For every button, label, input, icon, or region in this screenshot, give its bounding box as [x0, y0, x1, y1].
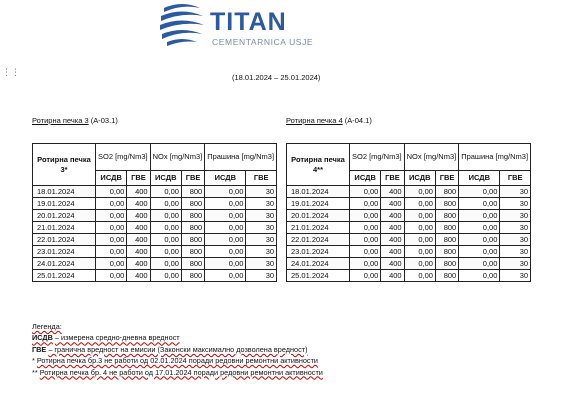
dust-isdv-cell: 0,00 — [205, 222, 246, 234]
so2-gve-cell: 400 — [381, 258, 404, 270]
legend-isdv-text: – измерена средно-дневна вредност — [54, 333, 180, 343]
dust-gve-cell: 30 — [500, 270, 531, 282]
nox-isdv-cell: 0,00 — [150, 198, 181, 210]
legend-note1-mark: * — [32, 356, 35, 366]
nox-gve-cell: 800 — [181, 234, 204, 246]
so2-isdv-cell: 0,00 — [96, 210, 127, 222]
nox-gve-cell: 800 — [181, 222, 204, 234]
dust-isdv-cell: 0,00 — [459, 186, 500, 198]
nox-isdv-cell: 0,00 — [150, 234, 181, 246]
kiln3-emissions-table — [32, 143, 277, 282]
date-cell: 25.01.2024 — [287, 270, 350, 282]
nox-isdv-cell: 0,00 — [150, 246, 181, 258]
so2-gve-cell: 400 — [127, 258, 150, 270]
date-cell: 25.01.2024 — [33, 270, 96, 282]
table-row — [287, 258, 531, 270]
dust-isdv-cell: 0,00 — [459, 210, 500, 222]
date-cell: 19.01.2024 — [33, 198, 96, 210]
nox-gve-cell: 800 — [181, 270, 204, 282]
nox-isdv-cell: 0,00 — [404, 234, 435, 246]
drag-handle-icon[interactable]: ⋮⋮ — [2, 67, 20, 77]
dust-gve-cell: 30 — [500, 246, 531, 258]
kiln4-heading-name: Ротирна печка 4 — [286, 116, 343, 125]
so2-isdv-cell: 0,00 — [350, 198, 381, 210]
legend-isdv-abbr: ИСДВ — [32, 333, 53, 343]
dust-isdv-cell: 0,00 — [459, 258, 500, 270]
table-row — [33, 246, 277, 258]
date-cell: 22.01.2024 — [287, 234, 350, 246]
table-row — [33, 270, 277, 282]
so2-isdv-cell: 0,00 — [96, 246, 127, 258]
date-cell: 22.01.2024 — [33, 234, 96, 246]
subheader-dust-gve: ГВЕ — [500, 171, 531, 186]
date-cell: 21.01.2024 — [33, 222, 96, 234]
nox-isdv-cell: 0,00 — [150, 186, 181, 198]
so2-gve-cell: 400 — [127, 210, 150, 222]
nox-gve-cell: 800 — [181, 210, 204, 222]
nox-gve-cell: 800 — [181, 246, 204, 258]
col-header-dust: Прашина [mg/Nm3] — [205, 144, 277, 171]
nox-isdv-cell: 0,00 — [150, 222, 181, 234]
nox-gve-cell: 800 — [435, 198, 458, 210]
kiln4-heading-code: (А-04.1) — [344, 116, 372, 125]
date-cell: 23.01.2024 — [33, 246, 96, 258]
subheader-so2-gve: ГВЕ — [381, 171, 404, 186]
dust-gve-cell: 30 — [246, 270, 277, 282]
date-cell: 19.01.2024 — [287, 198, 350, 210]
kiln4-emissions-table — [286, 143, 531, 282]
so2-isdv-cell: 0,00 — [96, 234, 127, 246]
dust-gve-cell: 30 — [246, 234, 277, 246]
dust-isdv-cell: 0,00 — [459, 270, 500, 282]
table-row — [287, 222, 531, 234]
so2-gve-cell: 400 — [381, 222, 404, 234]
table-row — [287, 234, 531, 246]
col-header-so2: SO2 [mg/Nm3] — [96, 144, 151, 171]
col-header-so2: SO2 [mg/Nm3] — [350, 144, 405, 171]
so2-isdv-cell: 0,00 — [350, 210, 381, 222]
nox-isdv-cell: 0,00 — [404, 222, 435, 234]
dust-gve-cell: 30 — [500, 258, 531, 270]
dust-isdv-cell: 0,00 — [205, 258, 246, 270]
table-row — [33, 234, 277, 246]
dust-isdv-cell: 0,00 — [459, 246, 500, 258]
subheader-so2-isdv: ИСДВ — [350, 171, 381, 186]
logo-subtitle: CEMENTARNICA USJE — [212, 37, 314, 47]
date-cell: 20.01.2024 — [287, 210, 350, 222]
subheader-so2-gve: ГВЕ — [127, 171, 150, 186]
date-cell: 20.01.2024 — [33, 210, 96, 222]
legend — [32, 321, 323, 378]
dust-isdv-cell: 0,00 — [459, 222, 500, 234]
so2-gve-cell: 400 — [127, 198, 150, 210]
report-period: (18.01.2024 – 25.01.2024) — [232, 73, 321, 82]
nox-isdv-cell: 0,00 — [404, 246, 435, 258]
subheader-dust-gve: ГВЕ — [246, 171, 277, 186]
date-cell: 24.01.2024 — [287, 258, 350, 270]
titan-swoosh-icon — [158, 2, 206, 48]
nox-gve-cell: 800 — [181, 198, 204, 210]
so2-isdv-cell: 0,00 — [350, 246, 381, 258]
subheader-nox-isdv: ИСДВ — [150, 171, 181, 186]
nox-isdv-cell: 0,00 — [150, 270, 181, 282]
subheader-so2-isdv: ИСДВ — [96, 171, 127, 186]
table-row — [287, 198, 531, 210]
so2-gve-cell: 400 — [381, 210, 404, 222]
table-row — [287, 210, 531, 222]
dust-isdv-cell: 0,00 — [205, 198, 246, 210]
kiln3-heading-name: Ротирна печка 3 — [32, 116, 89, 125]
so2-isdv-cell: 0,00 — [350, 222, 381, 234]
nox-isdv-cell: 0,00 — [150, 258, 181, 270]
so2-gve-cell: 400 — [127, 186, 150, 198]
dust-isdv-cell: 0,00 — [205, 246, 246, 258]
so2-isdv-cell: 0,00 — [350, 258, 381, 270]
subheader-dust-isdv: ИСДВ — [205, 171, 246, 186]
dust-gve-cell: 30 — [500, 210, 531, 222]
table-row — [33, 198, 277, 210]
subheader-nox-gve: ГВЕ — [181, 171, 204, 186]
so2-gve-cell: 400 — [381, 198, 404, 210]
legend-gve-text: – гранична вредност на емисии (Законски максимално дозволена вредност) — [48, 344, 308, 354]
dust-isdv-cell: 0,00 — [459, 234, 500, 246]
dust-isdv-cell: 0,00 — [205, 186, 246, 198]
dust-gve-cell: 30 — [246, 222, 277, 234]
subheader-nox-isdv: ИСДВ — [404, 171, 435, 186]
dust-isdv-cell: 0,00 — [459, 198, 500, 210]
dust-isdv-cell: 0,00 — [205, 210, 246, 222]
so2-gve-cell: 400 — [127, 222, 150, 234]
table-row — [33, 258, 277, 270]
titan-logo — [158, 2, 328, 48]
nox-gve-cell: 800 — [435, 258, 458, 270]
date-cell: 18.01.2024 — [33, 186, 96, 198]
subheader-nox-gve: ГВЕ — [435, 171, 458, 186]
dust-gve-cell: 30 — [246, 198, 277, 210]
nox-gve-cell: 800 — [435, 246, 458, 258]
date-cell: 18.01.2024 — [287, 186, 350, 198]
nox-isdv-cell: 0,00 — [404, 210, 435, 222]
so2-isdv-cell: 0,00 — [350, 186, 381, 198]
date-cell: 24.01.2024 — [33, 258, 96, 270]
dust-gve-cell: 30 — [246, 210, 277, 222]
so2-isdv-cell: 0,00 — [96, 270, 127, 282]
kiln3-heading — [32, 116, 118, 125]
dust-isdv-cell: 0,00 — [205, 270, 246, 282]
table-row — [287, 186, 531, 198]
so2-gve-cell: 400 — [381, 234, 404, 246]
kiln4-heading — [286, 116, 372, 125]
so2-gve-cell: 400 — [127, 234, 150, 246]
corner-kiln-label: Ротирна печка 4** — [287, 144, 350, 186]
nox-gve-cell: 800 — [181, 186, 204, 198]
so2-gve-cell: 400 — [381, 246, 404, 258]
corner-kiln-label: Ротирна печка 3* — [33, 144, 96, 186]
dust-gve-cell: 30 — [500, 234, 531, 246]
logo-brand: TITAN — [210, 8, 287, 36]
nox-gve-cell: 800 — [435, 222, 458, 234]
nox-gve-cell: 800 — [435, 186, 458, 198]
legend-note2-text: Ротирна печка бр. 4 не работи од 17.01.2024 поради редовни ремонтни активности — [39, 367, 323, 377]
dust-isdv-cell: 0,00 — [205, 234, 246, 246]
dust-gve-cell: 30 — [500, 222, 531, 234]
table-row — [33, 222, 277, 234]
nox-isdv-cell: 0,00 — [404, 198, 435, 210]
nox-gve-cell: 800 — [435, 234, 458, 246]
so2-gve-cell: 400 — [381, 270, 404, 282]
so2-gve-cell: 400 — [127, 246, 150, 258]
table-row — [287, 270, 531, 282]
col-header-nox: NOx [mg/Nm3] — [404, 144, 459, 171]
legend-note2-mark: ** — [32, 367, 38, 377]
nox-isdv-cell: 0,00 — [150, 210, 181, 222]
so2-isdv-cell: 0,00 — [350, 270, 381, 282]
so2-isdv-cell: 0,00 — [350, 234, 381, 246]
dust-gve-cell: 30 — [500, 186, 531, 198]
so2-isdv-cell: 0,00 — [96, 222, 127, 234]
table-row — [33, 210, 277, 222]
nox-gve-cell: 800 — [435, 270, 458, 282]
kiln3-heading-code: (А-03.1) — [90, 116, 118, 125]
subheader-dust-isdv: ИСДВ — [459, 171, 500, 186]
legend-gve-abbr: ГВЕ — [32, 344, 47, 354]
dust-gve-cell: 30 — [500, 198, 531, 210]
nox-isdv-cell: 0,00 — [404, 270, 435, 282]
so2-isdv-cell: 0,00 — [96, 186, 127, 198]
col-header-dust: Прашина [mg/Nm3] — [459, 144, 531, 171]
legend-note1-text: Ротирна печка бр.3 не работи од 02.01.2024 поради редовни ремонтни активности — [36, 356, 318, 366]
dust-gve-cell: 30 — [246, 186, 277, 198]
dust-gve-cell: 30 — [246, 258, 277, 270]
so2-isdv-cell: 0,00 — [96, 198, 127, 210]
date-cell: 23.01.2024 — [287, 246, 350, 258]
date-cell: 21.01.2024 — [287, 222, 350, 234]
col-header-nox: NOx [mg/Nm3] — [150, 144, 205, 171]
nox-isdv-cell: 0,00 — [404, 186, 435, 198]
table-row — [33, 186, 277, 198]
so2-gve-cell: 400 — [127, 270, 150, 282]
table-row — [287, 246, 531, 258]
nox-isdv-cell: 0,00 — [404, 258, 435, 270]
dust-gve-cell: 30 — [246, 246, 277, 258]
legend-title: Легенда: — [32, 322, 62, 331]
so2-isdv-cell: 0,00 — [96, 258, 127, 270]
nox-gve-cell: 800 — [181, 258, 204, 270]
nox-gve-cell: 800 — [435, 210, 458, 222]
so2-gve-cell: 400 — [381, 186, 404, 198]
